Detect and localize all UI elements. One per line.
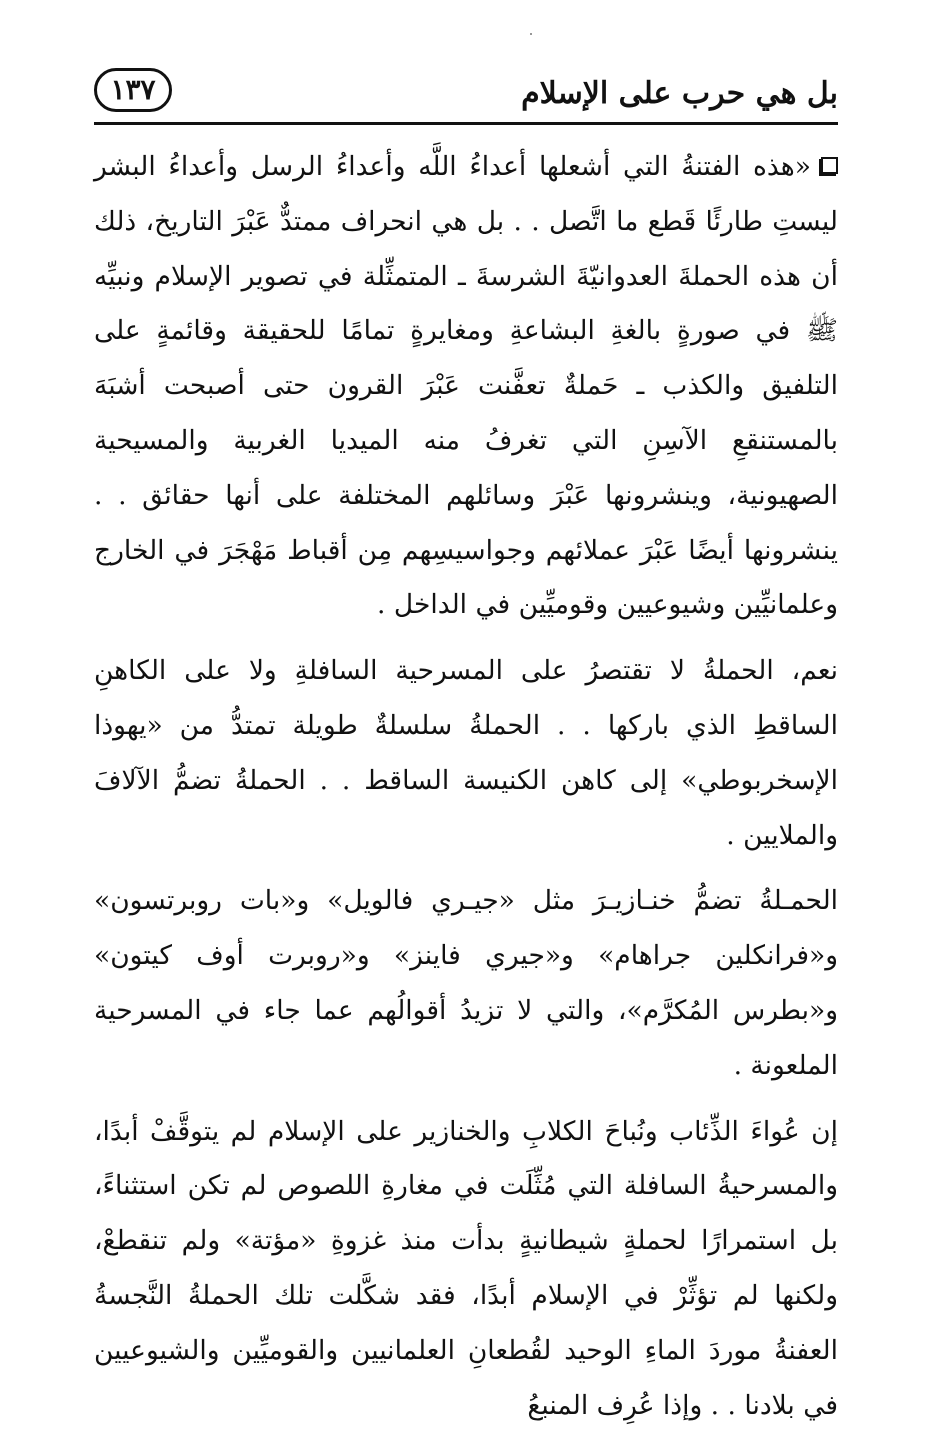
- paragraph-4: إن عُواءَ الذِّئاب ونُباحَ الكلابِ والخنازير على الإسلام لم يتوقَّفْ أبدًا، والمسرحيةُ السافلة التي مُثِّلَت في مغارةِ اللصوص لم تكن استثناءً، بل استمرارًا لحملةٍ شيطانيةٍ بدأت منذ غزوةِ «مؤتة» ولم تنقطعْ، ولكنها لم تؤثِّرْ في الإسلام أبدًا، فقد شكَّلت تلك الحملةُ النَّجسةُ العفنةُ موردَ الماءِ الوحيد لقُطعانِ العلمانيين والقوميِّين والشيوعيين في بلادنا . . وإذا عُرِف المنبعُ: [94, 1115, 838, 1421]
- paragraph-text: «هذه الفتنةُ التي أشعلها أعداءُ اللَّه وأعداءُ الرسل وأعداءُ البشر ليستِ طارئًا قَطع ما اتَّصل . . بل هي انحراف ممتدٌّ عَبْرَ التاريخ، ذلك أن هذه الحملةَ العدوانيّةَ الشرسةَ ـ المتمثِّلة في تصوير الإسلام ونبيِّه ﷺ في صورةٍ بالغةِ البشاعةِ ومغايرةٍ تمامًا للحقيقة وقائمةٍ على التلفيق والكذب ـ حَملةٌ تعفَّنت عَبْرَ القرون حتى أصبحت أشبَهَ بالمستنقعِ الآسِنِ التي تغرفُ منه الميديا الغربية والمسيحية الصهيونية، وينشرونها عَبْرَ وسائلهم المختلفة على أنها حقائق . . ينشرونها أيضًا عَبْرَ عملائهم وجواسيسِهم مِن أقباط مَهْجَرَ في الخارج وعلمانيِّين وشيوعيين وقوميِّين في الداخل .: [94, 151, 838, 621]
- square-bullet-icon: [821, 157, 838, 174]
- paragraph-1: [94, 140, 838, 633]
- header-divider: [94, 122, 838, 125]
- paragraph-2: نعم، الحملةُ لا تقتصرُ على المسرحية السافلةِ ولا على الكاهنِ الساقطِ الذي باركها . . الحملةُ سلسلةٌ طويلة تمتدُّ من «يهوذا الإسخربوطي» إلى كاهن الكنيسة الساقط . . الحملةُ تضمُّ الآلافَ والملايين .: [94, 655, 838, 851]
- page-header: [94, 66, 838, 126]
- page-body: [94, 140, 838, 1444]
- running-title: بل هي حرب على الإسلام: [521, 76, 838, 111]
- scan-speck: [530, 33, 532, 35]
- paragraph-3: الحمـلةُ تضمُّ خنـازيـرَ مثل «جيـري فالويل» و«بات روبرتسون» و«فرانكلين جراهام» و«جيري فاينز» و«روبرت أوف كيتون» و«بطرس المُكرَّم»، والتي لا تزيدُ أقوالُهم عما جاء في المسرحية الملعونة .: [94, 885, 838, 1081]
- page-number: ١٣٧: [94, 68, 172, 112]
